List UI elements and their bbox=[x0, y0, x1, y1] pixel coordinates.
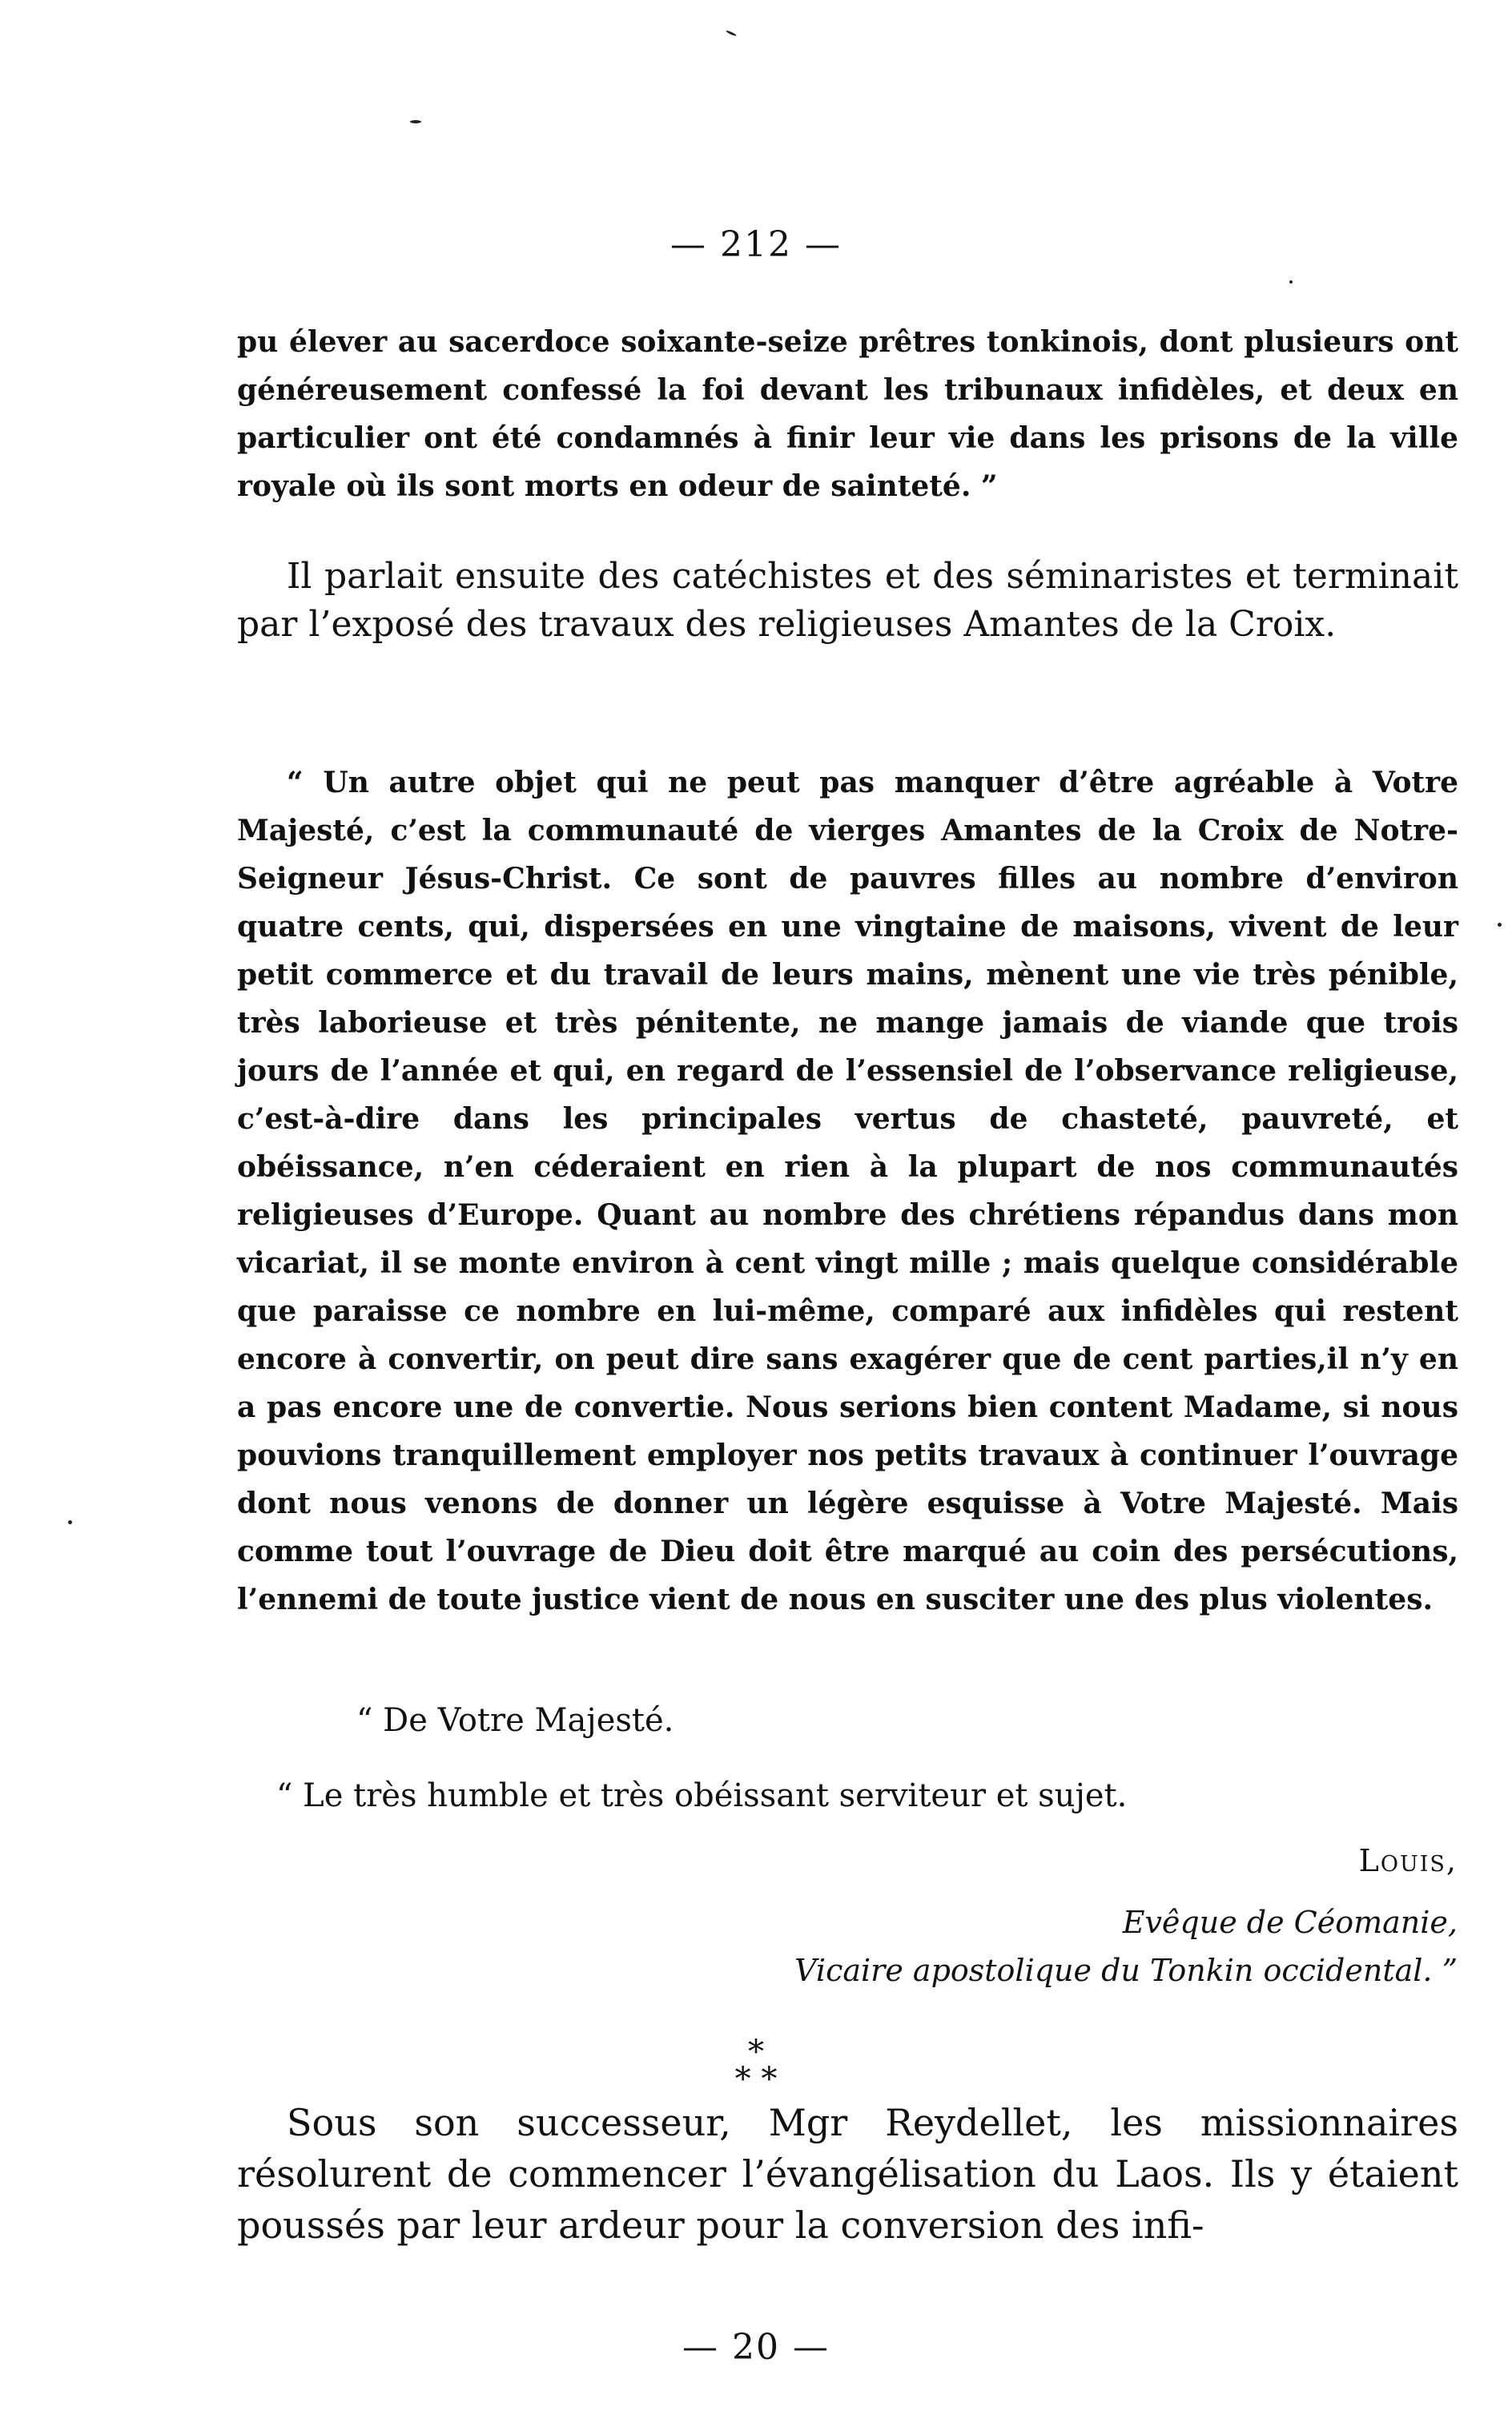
paragraph-letter-continuation: pu élever au sacerdoce soixante-seize prêtres tonkinois, dont plusieurs ont généreusement confessé la foi devant les tribunaux infidèles, et deux en particulier ont été condamnés à finir leur vie dans les prisons de la ville royale où ils sont morts en odeur de sainteté. ” bbox=[237, 325, 1458, 503]
page-number-bottom: — 20 — bbox=[682, 2327, 830, 2368]
signature-title-bishop: Evêque de Céomanie, bbox=[1122, 1905, 1458, 1940]
page-number-top: — 212 — bbox=[670, 224, 842, 265]
asterism-top: * bbox=[748, 2034, 764, 2071]
paragraph-narrative: Il parlait ensuite des catéchistes et des séminaristes et terminait par l’exposé des travaux des religieuses Amantes de la Croix. bbox=[237, 556, 1458, 645]
signature-name: Louis, bbox=[1358, 1843, 1458, 1878]
section-asterism bbox=[0, 2034, 1512, 2098]
closing-salutation: “ De Votre Majesté. bbox=[356, 1702, 674, 1739]
signature-title-vicar: Vicaire apostolique du Tonkin occidental. ” bbox=[794, 1953, 1458, 1988]
closing-servant-line: “ Le très humble et très obéissant serviteur et sujet. bbox=[276, 1777, 1128, 1814]
paragraph-successor: Sous son successeur, Mgr Reydellet, les missionnaires résolurent de commencer l’évangélisation du Laos. Ils y étaient poussés par leur ardeur pour la conversion des infi- bbox=[237, 2101, 1458, 2247]
paragraph-letter-quote: “ Un autre objet qui ne peut pas manquer d’être agréable à Votre Majesté, c’est la communauté de vierges Amantes de la Croix de Notre-Seigneur Jésus-Christ. Ce sont de pauvres filles au nombre d’environ quatre cents, qui, dispersées en une vingtaine de maisons, vivent de leur petit commerce et du travail de leurs mains, mènent une vie très pénible, très laborieuse et très pénitente, ne mange jamais de viande que trois jours de l’année et qui, en regard de l’essensiel de l’observance religieuse, c’est-à-dire dans les principales vertus de chasteté, pauvreté, et obéissance, n’en céderaient en rien à la plupart de nos communautés religieuses d’Europe. Quant au nombre des chrétiens répandus dans mon vicariat, il se monte environ à cent vingt mille ; mais quelque considérable que paraisse ce nombre en lui-même, comparé aux infidèles qui restent encore à convertir, on peut dire sans exagérer que de cent parties,il n’y en a pas encore une de convertie. Nous serions bien content Madame, si nous pouvions tranquillement employer nos petits travaux à continuer l’ouvrage dont nous venons de donner un légère esquisse à Votre Majesté. Mais comme tout l’ouvrage de Dieu doit être marqué au coin des persécutions, l’ennemi de toute justice vient de nous en susciter une des plus violentes. bbox=[237, 766, 1458, 1616]
asterism-bottom: * * bbox=[734, 2061, 778, 2098]
